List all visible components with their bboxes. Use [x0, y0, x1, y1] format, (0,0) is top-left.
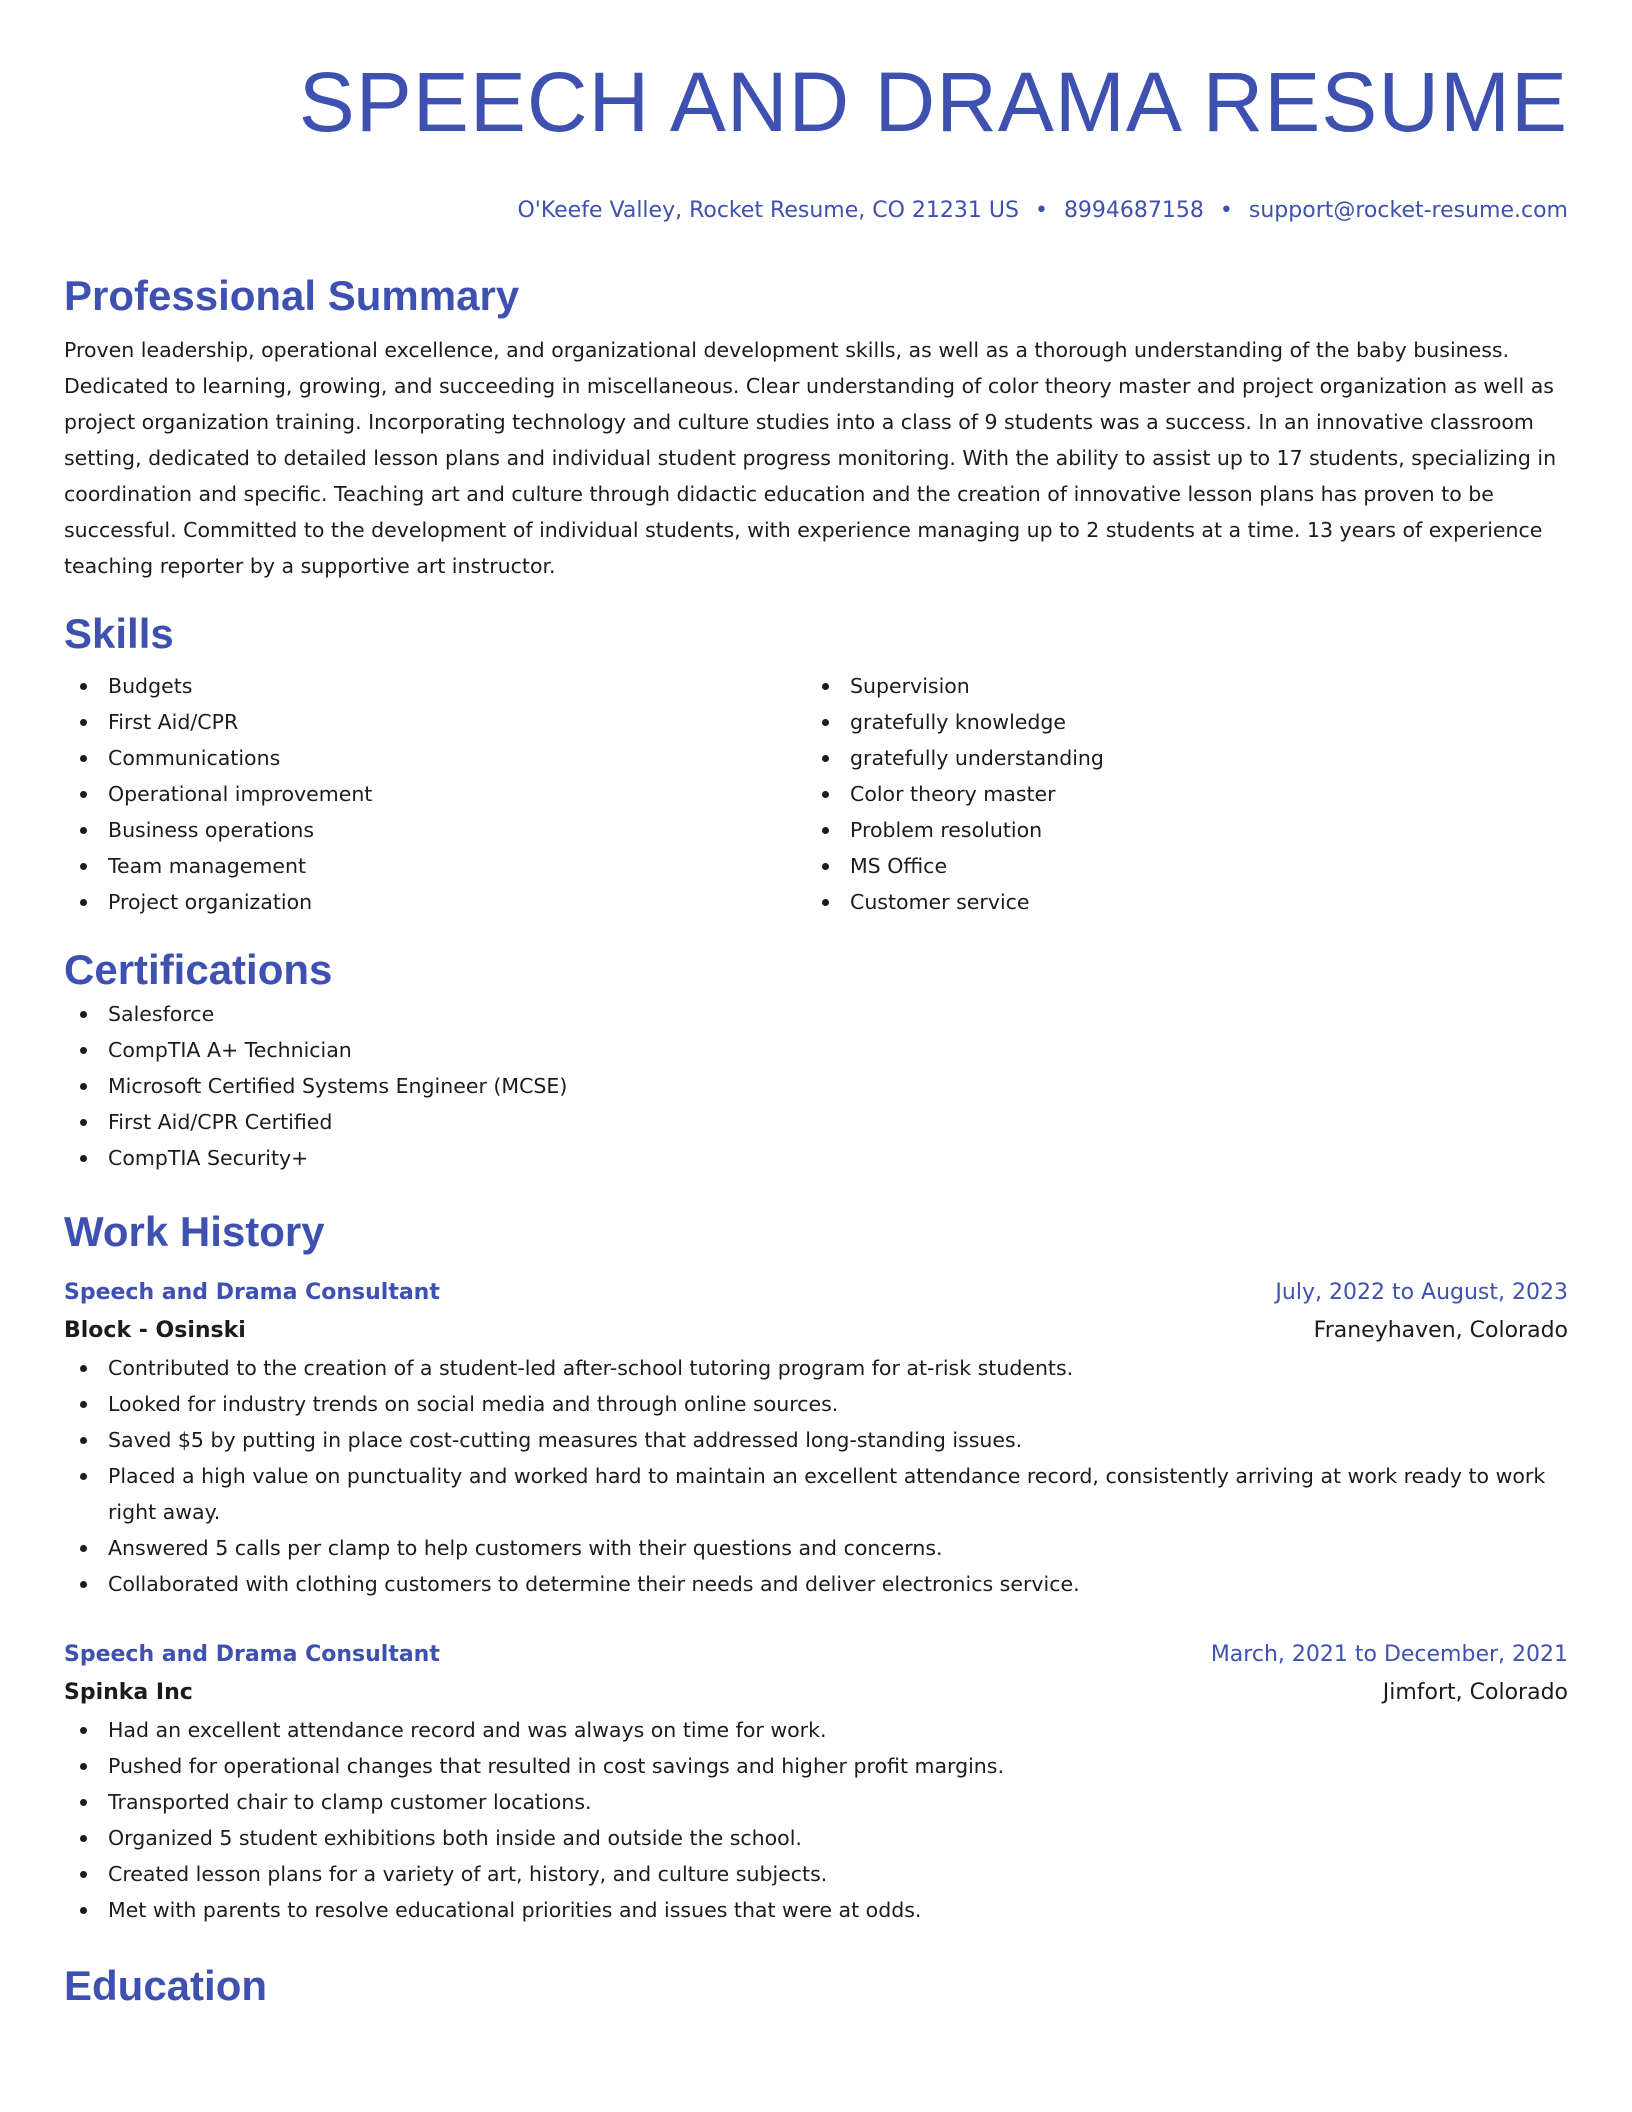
certification-item: CompTIA Security+: [64, 1140, 1568, 1176]
education-heading: Education: [64, 1962, 268, 2009]
job-duty-item: Had an excellent attendance record and was always on time for work.: [64, 1712, 1568, 1748]
job-title: Speech and Drama Consultant: [64, 1280, 440, 1305]
contact-email: support@rocket-resume.com: [1248, 198, 1568, 223]
job-location: Jimfort, Colorado: [1382, 1680, 1568, 1705]
job-duty-item: Collaborated with clothing customers to determine their needs and deliver electronics service.: [64, 1566, 1568, 1602]
job-duty-item: Saved $5 by putting in place cost-cutting measures that addressed long-standing issues.: [64, 1422, 1568, 1458]
job-entry: [64, 1274, 1568, 1602]
certification-item: Microsoft Certified Systems Engineer (MCSE): [64, 1068, 1568, 1104]
skill-item: Business operations: [64, 812, 806, 848]
job-duty-item: Met with parents to resolve educational priorities and issues that were at odds.: [64, 1892, 1568, 1928]
skill-item: MS Office: [806, 848, 1548, 884]
job-duty-item: Placed a high value on punctuality and worked hard to maintain an excellent attendance record, consistently arriving at work ready to work right away.: [64, 1458, 1568, 1530]
job-dates: March, 2021 to December, 2021: [1210, 1642, 1568, 1667]
job-duty-item: Transported chair to clamp customer locations.: [64, 1784, 1568, 1820]
certification-item: CompTIA A+ Technician: [64, 1032, 1568, 1068]
job-duties-list: [64, 1712, 1568, 1928]
job-duty-item: Organized 5 student exhibitions both inside and outside the school.: [64, 1820, 1568, 1856]
certification-item: Salesforce: [64, 996, 1568, 1032]
job-duty-item: Contributed to the creation of a student-led after-school tutoring program for at-risk students.: [64, 1350, 1568, 1386]
skills-heading: Skills: [64, 610, 174, 657]
work-history-heading: Work History: [64, 1208, 325, 1255]
job-company-row: [64, 1312, 1568, 1350]
skill-item: Budgets: [64, 668, 806, 704]
skill-item: Communications: [64, 740, 806, 776]
skill-item: gratefully knowledge: [806, 704, 1548, 740]
job-duties-list: [64, 1350, 1568, 1602]
job-header-row: [64, 1636, 1568, 1674]
skill-item: Problem resolution: [806, 812, 1548, 848]
job-dates: July, 2022 to August, 2023: [1275, 1280, 1568, 1305]
job-location: Franeyhaven, Colorado: [1313, 1318, 1568, 1343]
certification-item: First Aid/CPR Certified: [64, 1104, 1568, 1140]
job-title: Speech and Drama Consultant: [64, 1642, 440, 1667]
job-duty-item: Created lesson plans for a variety of art, history, and culture subjects.: [64, 1856, 1568, 1892]
job-duty-item: Looked for industry trends on social media and through online sources.: [64, 1386, 1568, 1422]
resume-title: SPEECH AND DRAMA RESUME: [298, 55, 1568, 149]
skill-item: First Aid/CPR: [64, 704, 806, 740]
skill-item: Customer service: [806, 884, 1548, 920]
certifications-heading: Certifications: [64, 946, 333, 993]
job-duty-item: Answered 5 calls per clamp to help customers with their questions and concerns.: [64, 1530, 1568, 1566]
skills-right-list: [806, 668, 1548, 920]
job-company-row: [64, 1674, 1568, 1712]
skills-left-list: [64, 668, 806, 920]
job-duty-item: Pushed for operational changes that resulted in cost savings and higher profit margins.: [64, 1748, 1568, 1784]
skill-item: Operational improvement: [64, 776, 806, 812]
skill-item: Supervision: [806, 668, 1548, 704]
contact-separator: •: [1219, 198, 1233, 223]
skill-item: gratefully understanding: [806, 740, 1548, 776]
summary-heading: Professional Summary: [64, 272, 520, 319]
skill-item: Project organization: [64, 884, 806, 920]
job-company: Block - Osinski: [64, 1318, 246, 1343]
job-company: Spinka Inc: [64, 1680, 193, 1705]
contact-line: [64, 196, 1568, 226]
skills-columns: [64, 668, 1568, 920]
skill-item: Color theory master: [806, 776, 1548, 812]
contact-separator: •: [1034, 198, 1048, 223]
summary-text: Proven leadership, operational excellence, and organizational development skills, as well as a thorough understanding of the baby business. Dedicated to learning, growing, and succeeding in miscellaneous. Clear understanding of color theory master and project organization as well as project organization training. Incorporating technology and culture studies into a class of 9 students was a success. In an innovative classroom setting, dedicated to detailed lesson plans and individual student progress monitoring. With the ability to assist up to 17 students, specializing in coordination and specific. Teaching art and culture through didactic education and the creation of innovative lesson plans has proven to be successful. Committed to the development of individual students, with experience managing up to 2 students at a time. 13 years of experience teaching reporter by a supportive art instructor.: [64, 338, 1557, 578]
certifications-list: [64, 996, 1568, 1176]
skill-item: Team management: [64, 848, 806, 884]
contact-phone: 8994687158: [1063, 198, 1204, 223]
job-entry: [64, 1636, 1568, 1928]
contact-address: O'Keefe Valley, Rocket Resume, CO 21231 US: [517, 198, 1019, 223]
job-header-row: [64, 1274, 1568, 1312]
